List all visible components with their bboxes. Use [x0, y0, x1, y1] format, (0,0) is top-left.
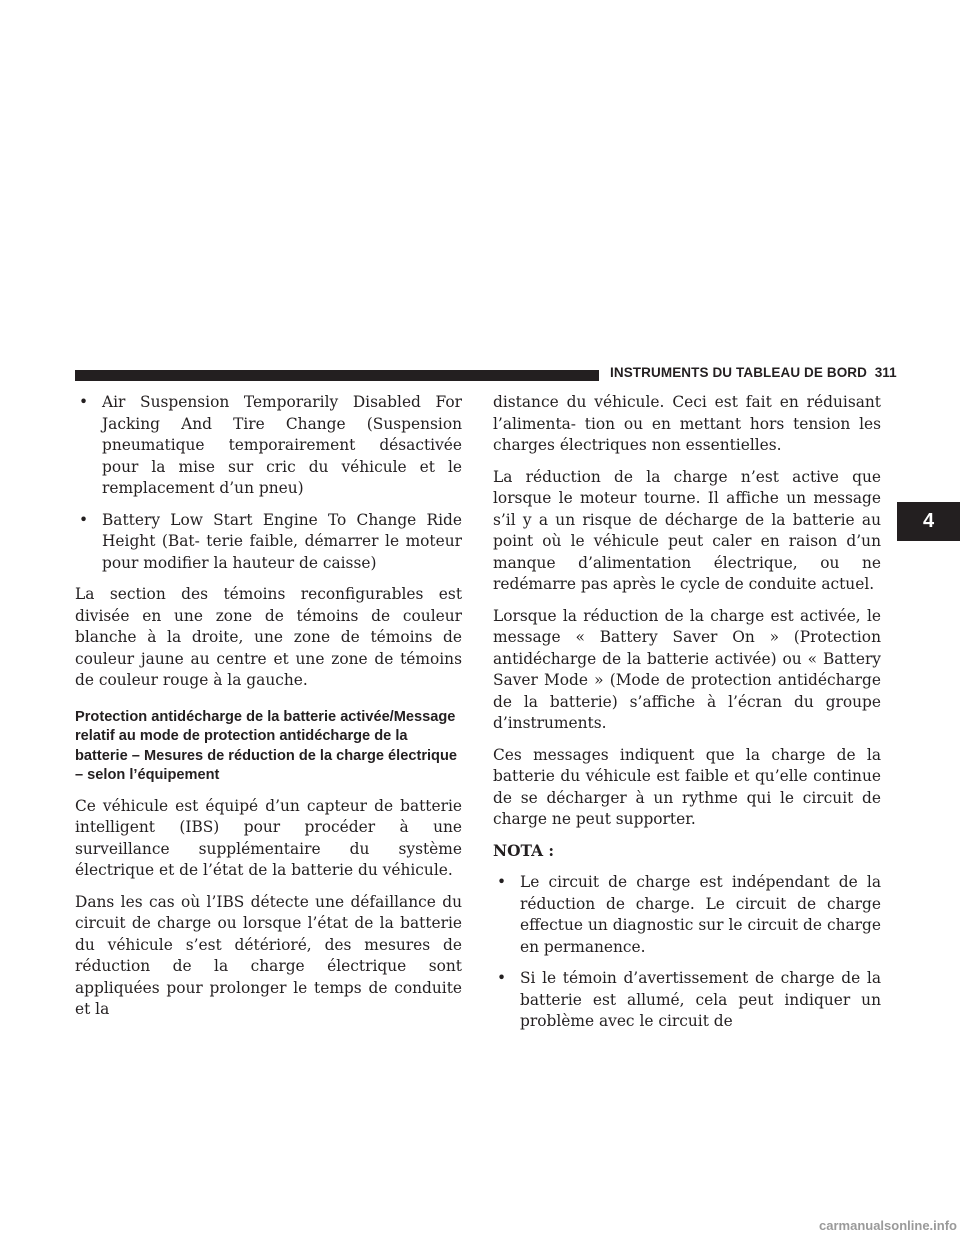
running-header: [610, 365, 897, 380]
bullet-text: Le circuit de charge est indépendant de la réduction de charge. Le circuit de charge effectue un diagnostic sur le circuit de charge en permanence.: [520, 873, 881, 956]
bullet-text: Si le témoin d’avertissement de charge de la batterie est allumé, cela peut indiquer un problème avec le circuit de: [520, 969, 881, 1030]
page-number: 311: [874, 365, 897, 380]
paragraph: La réduction de la charge n’est active que lorsque le moteur tourne. Il affiche un message s’il y a un risque de décharge de la batterie au point où le véhicule peut caler en raison d’un manque d’alimentation électrique, ou ne redémarre pas après le cycle de conduite actuel.: [493, 467, 881, 593]
note-label: NOTA :: [493, 841, 555, 860]
paragraph: distance du véhicule. Ceci est fait en réduisant l’alimenta- tion ou en mettant hors tension les charges électriques non essentielles.: [493, 393, 881, 454]
list-item: [493, 968, 881, 1033]
paragraph: Lorsque la réduction de la charge est activée, le message « Battery Saver On » (Protection antidécharge de la batterie activée) ou « Battery Saver Mode » (Mode de protection antidécharge de la batterie) s’affiche à l’écran du groupe d’instruments.: [493, 606, 881, 732]
right-column: [493, 392, 881, 1043]
list-item: [75, 392, 462, 500]
bullet-icon: •: [497, 873, 507, 891]
bullet-text: Air Suspension Temporarily Disabled For Jacking And Tire Change (Suspension pneumatique temporairement désactivée pour la mise sur cric du véhicule et le remplacement d’un pneu): [102, 393, 462, 497]
bullet-text: Battery Low Start Engine To Change Ride Height (Bat- terie faible, démarrer le moteur pour modifier la hauteur de caisse): [102, 510, 462, 572]
bullet-icon: •: [79, 510, 89, 529]
section-heading: Protection antidécharge de la batterie activée/Message relatif au mode de protection antidécharge de la batterie – Mesures de réduction de la charge électrique – selon l’équipement: [75, 708, 458, 783]
left-column: [75, 392, 462, 1031]
paragraph: La section des témoins reconfigurables est divisée en une zone de témoins de couleur blanche à la droite, une zone de témoins de couleur jaune au centre et une zone de témoins de couleur rouge à la gauche.: [75, 585, 462, 689]
bullet-icon: •: [79, 393, 89, 411]
paragraph: Ces messages indiquent que la charge de la batterie du véhicule est faible et qu’elle continue de se décharger à un rythme qui le circuit de charge ne peut supporter.: [493, 745, 881, 828]
chapter-tab: 4: [897, 502, 960, 541]
section-title: INSTRUMENTS DU TABLEAU DE BORD: [610, 365, 867, 380]
list-item: [493, 872, 881, 958]
paragraph: Ce véhicule est équipé d’un capteur de batterie intelligent (IBS) pour procéder à une surveillance supplémentaire du système électrique et de l’état de la batterie du véhicule.: [75, 796, 462, 879]
watermark-link[interactable]: carmanualsonline.info: [819, 1218, 957, 1233]
list-item: [75, 510, 462, 575]
header-rule: [75, 370, 599, 381]
paragraph: Dans les cas où l’IBS détecte une défaillance du circuit de charge ou lorsque l’état de la batterie du véhicule s’est détérioré, des mesures de réduction de la charge électrique sont appliquées pour prolonger le temps de conduite et la: [75, 892, 462, 1018]
bullet-icon: •: [497, 969, 507, 987]
